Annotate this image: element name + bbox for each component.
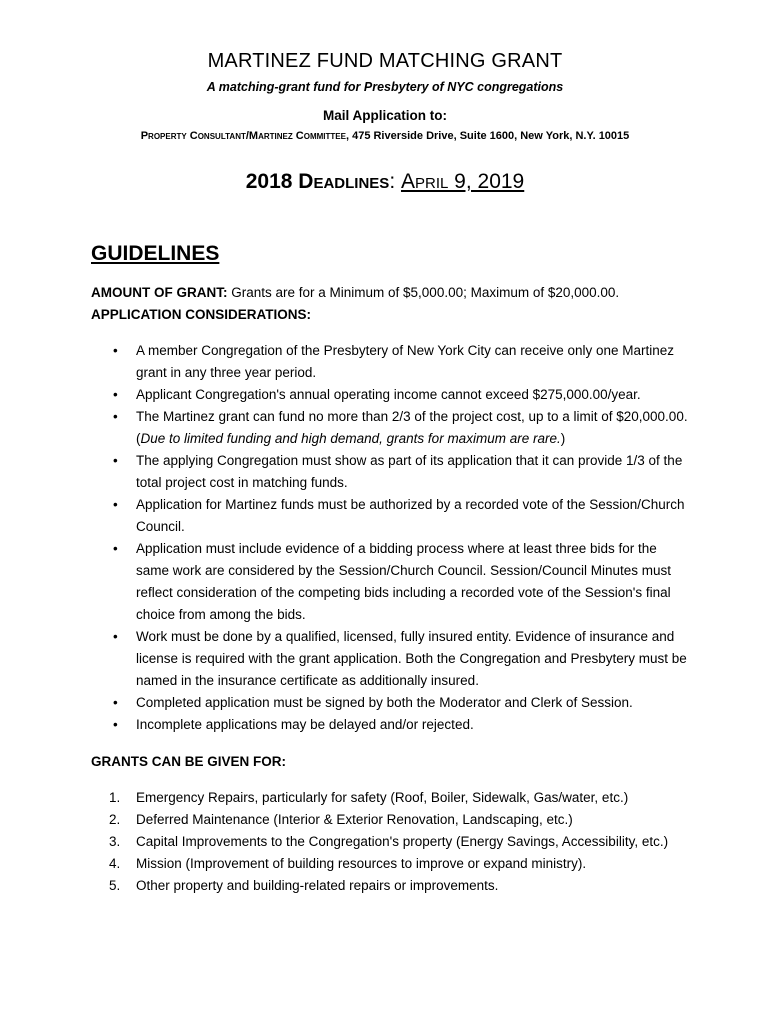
list-item xyxy=(91,450,691,494)
guidelines-heading: GUIDELINES xyxy=(91,242,220,265)
list-number: 4. xyxy=(109,856,121,871)
list-item xyxy=(91,787,691,809)
list-number: 3. xyxy=(109,834,121,849)
list-item-text: The applying Congregation must show as part of its application that it can provide 1/3 of the total project cost in matching funds. xyxy=(136,453,683,490)
bullet-icon: • xyxy=(113,541,118,556)
list-item xyxy=(91,831,691,853)
list-item-text: Emergency Repairs, particularly for safety (Roof, Boiler, Sidewalk, Gas/water, etc.) xyxy=(136,790,629,805)
list-item-text: The Martinez grant can fund no more than 2/3 of the project cost, up to a limit of $20,000.00. ( xyxy=(136,409,688,446)
list-item-text: Work must be done by a qualified, licensed, fully insured entity. Evidence of insurance and license is required with the grant application. Both the Congregation and Presbytery must be named in the insurance certificate as additionally insured. xyxy=(136,629,687,688)
list-item-text: Application must include evidence of a bidding process where at least three bids for the same work are considered by the Session/Church Council. Session/Council Minutes must reflect consideration of the competing bids including a recorded vote of the Session's final choice from among the bids. xyxy=(136,541,671,622)
bullet-icon: • xyxy=(113,343,118,358)
bullet-icon: • xyxy=(113,717,118,732)
address-org: Property Consultant/Martinez Committee xyxy=(140,130,346,142)
list-item-text: Capital Improvements to the Congregation's property (Energy Savings, Accessibility, etc.) xyxy=(136,834,669,849)
deadline-line xyxy=(0,170,770,194)
address-rest: , 475 Riverside Drive, Suite 1600, New York, N.Y. 10015 xyxy=(345,130,630,142)
deadline-label: 2018 Deadlines xyxy=(245,170,390,193)
list-item xyxy=(91,809,691,831)
list-number: 1. xyxy=(109,790,121,805)
grants-list xyxy=(91,787,691,897)
list-item xyxy=(91,538,691,626)
list-number: 2. xyxy=(109,812,121,827)
list-item-after: ) xyxy=(560,431,566,446)
list-item-text: A member Congregation of the Presbytery of New York City can receive only one Martinez grant in any three year period. xyxy=(136,343,675,380)
list-item-text: Application for Martinez funds must be authorized by a recorded vote of the Session/Church Council. xyxy=(136,497,685,534)
deadline-date: April 9, 2019 xyxy=(400,170,525,193)
considerations-heading: APPLICATION CONSIDERATIONS: xyxy=(91,307,312,322)
mailing-address xyxy=(0,130,770,142)
list-item xyxy=(91,406,691,450)
list-item-italic: Due to limited funding and high demand, grants for maximum are rare. xyxy=(140,431,561,446)
list-item xyxy=(91,853,691,875)
list-item-text: Mission (Improvement of building resources to improve or expand ministry). xyxy=(136,856,587,871)
list-item xyxy=(91,714,691,736)
list-item-text: Incomplete applications may be delayed and/or rejected. xyxy=(136,717,474,732)
list-item xyxy=(91,626,691,692)
amount-of-grant xyxy=(91,285,619,300)
list-number: 5. xyxy=(109,878,121,893)
bullet-icon: • xyxy=(113,695,118,710)
list-item xyxy=(91,692,691,714)
deadline-separator: : xyxy=(389,170,401,193)
amount-label: AMOUNT OF GRANT: xyxy=(91,285,228,300)
list-item-text: Completed application must be signed by both the Moderator and Clerk of Session. xyxy=(136,695,633,710)
list-item xyxy=(91,494,691,538)
list-item-text: Other property and building-related repairs or improvements. xyxy=(136,878,499,893)
list-item xyxy=(91,875,691,897)
amount-text: Grants are for a Minimum of $5,000.00; Maximum of $20,000.00. xyxy=(227,285,620,300)
document-title: MARTINEZ FUND MATCHING GRANT xyxy=(207,50,563,72)
grants-heading: GRANTS CAN BE GIVEN FOR: xyxy=(91,754,287,769)
list-item-text: Deferred Maintenance (Interior & Exterior Renovation, Landscaping, etc.) xyxy=(136,812,573,827)
bullet-icon: • xyxy=(113,629,118,644)
considerations-list xyxy=(91,340,691,736)
document-subtitle: A matching-grant fund for Presbytery of NYC congregations xyxy=(206,80,564,94)
mail-label: Mail Application to: xyxy=(323,108,447,123)
bullet-icon: • xyxy=(113,497,118,512)
list-item-text: Applicant Congregation's annual operating income cannot exceed $275,000.00/year. xyxy=(136,387,641,402)
list-item xyxy=(91,384,691,406)
list-item xyxy=(91,340,691,384)
bullet-icon: • xyxy=(113,387,118,402)
bullet-icon: • xyxy=(113,409,118,424)
bullet-icon: • xyxy=(113,453,118,468)
